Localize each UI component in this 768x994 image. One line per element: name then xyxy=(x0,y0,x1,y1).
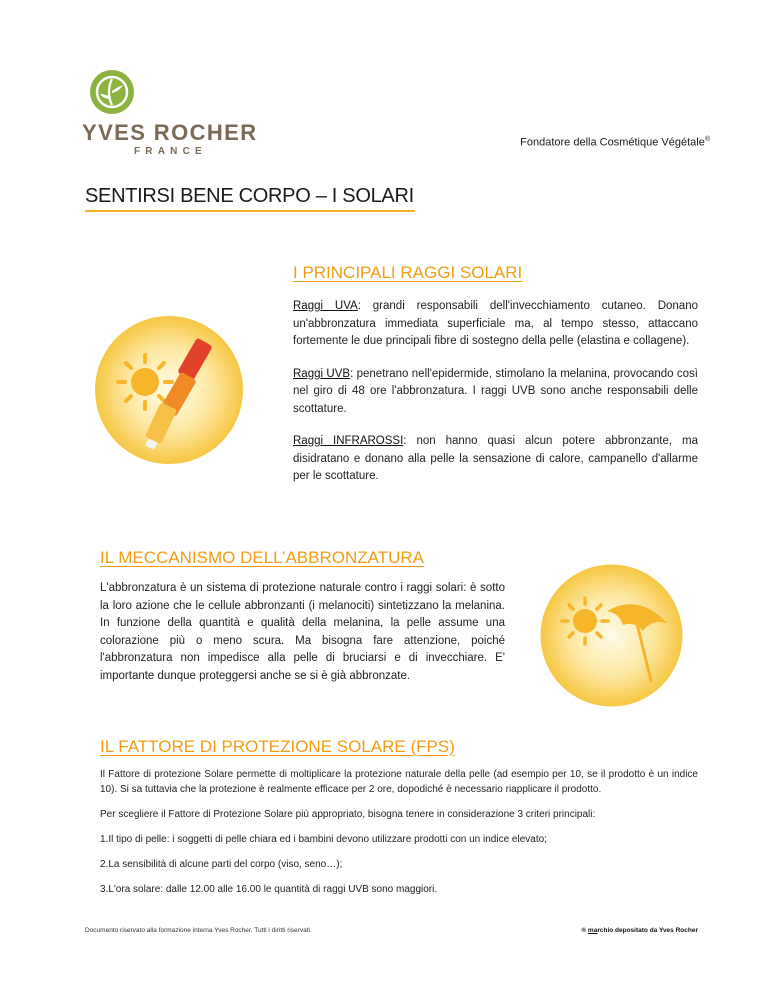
brand-country: FRANCE xyxy=(134,146,207,157)
page-title: SENTIRSI BENE CORPO – I SOLARI xyxy=(85,185,414,207)
section-title-abbronzatura: IL MECCANISMO DELL’ABBRONZATURA xyxy=(100,548,425,567)
fps-criterion-2: 2.La sensibilità di alcune parti del corpo (viso, seno…); xyxy=(100,859,343,870)
footer-trademark: ® marchio depositato da Yves Rocher xyxy=(581,927,698,934)
title-underline xyxy=(85,210,415,212)
raggi-infrarossi: Raggi INFRAROSSI: non hanno quasi alcun potere abbronzante, ma disidratano e donano alla pelle la sensazione di calore, campanello d'allarme per le scottature. xyxy=(293,435,699,482)
leaf-logo-icon xyxy=(89,69,135,115)
raggi-list xyxy=(293,298,698,486)
brand-name: YVES ROCHER xyxy=(82,120,258,145)
sun-umbrella-illustration xyxy=(539,563,684,708)
fps-criterion-1: 1.Il tipo di pelle: i soggetti di pelle chiara ed i bambini devono utilizzare prodotti con un indice elevato; xyxy=(100,834,547,845)
fps-criteria-intro: Per scegliere il Fattore di Protezione Solare più appropriato, bisogna tenere in considerazione 3 criteri principali: xyxy=(100,809,596,820)
sun-tubes-illustration xyxy=(93,314,245,466)
footer-disclaimer: Documento riservato alla formazione interna Yves Rocher. Tutti i diritti riservati. xyxy=(85,927,312,934)
abbronzatura-text: L'abbronzatura è un sistema di protezione naturale contro i raggi solari: è sotto la loro azione che le cellule abbronzanti (i melanociti) sintetizzano la melanina. In funzione della quantità e qualità della melanina, la pelle assume una colorazione più o meno scura. Ma bisogna fare attenzione, poiché l'abbronzatura non impedisce alla pelle di bruciarsi e di invecchiare. E' importante dunque proteggersi anche se si è già abbronzate. xyxy=(100,582,505,682)
fps-intro: Il Fattore di protezione Solare permette di moltiplicare la protezione naturale della pelle (ad esempio per 10, se il prodotto è un indice 10). Si sa tuttavia che la protezione è realmente efficace per 2 ore, dopodiché è necessario riapplicare il prodotto. xyxy=(100,769,698,795)
raggi-uvb: Raggi UVB: penetrano nell'epidermide, stimolano la melanina, provocando così nel giro di 48 ore l'abbronzatura. I raggi UVB sono anche responsabili delle scottature. xyxy=(293,367,699,415)
tagline: Fondatore della Cosmétique Végétale® xyxy=(520,136,710,149)
section-title-fps: IL FATTORE DI PROTEZIONE SOLARE (FPS) xyxy=(100,737,455,756)
section-title-raggi: I PRINCIPALI RAGGI SOLARI xyxy=(293,263,523,282)
raggi-uva: Raggi UVA: grandi responsabili dell'invecchiamento cutaneo. Donano un'abbronzatura immediata superficiale ma, al tempo stesso, attaccano fortemente le due principali fibre di sostegno della pelle (elastina e collagene). xyxy=(293,300,698,347)
fps-content xyxy=(100,767,698,897)
fps-criterion-3: 3.L'ora solare: dalle 12.00 alle 16.00 le quantità di raggi UVB sono maggiori. xyxy=(100,884,438,895)
